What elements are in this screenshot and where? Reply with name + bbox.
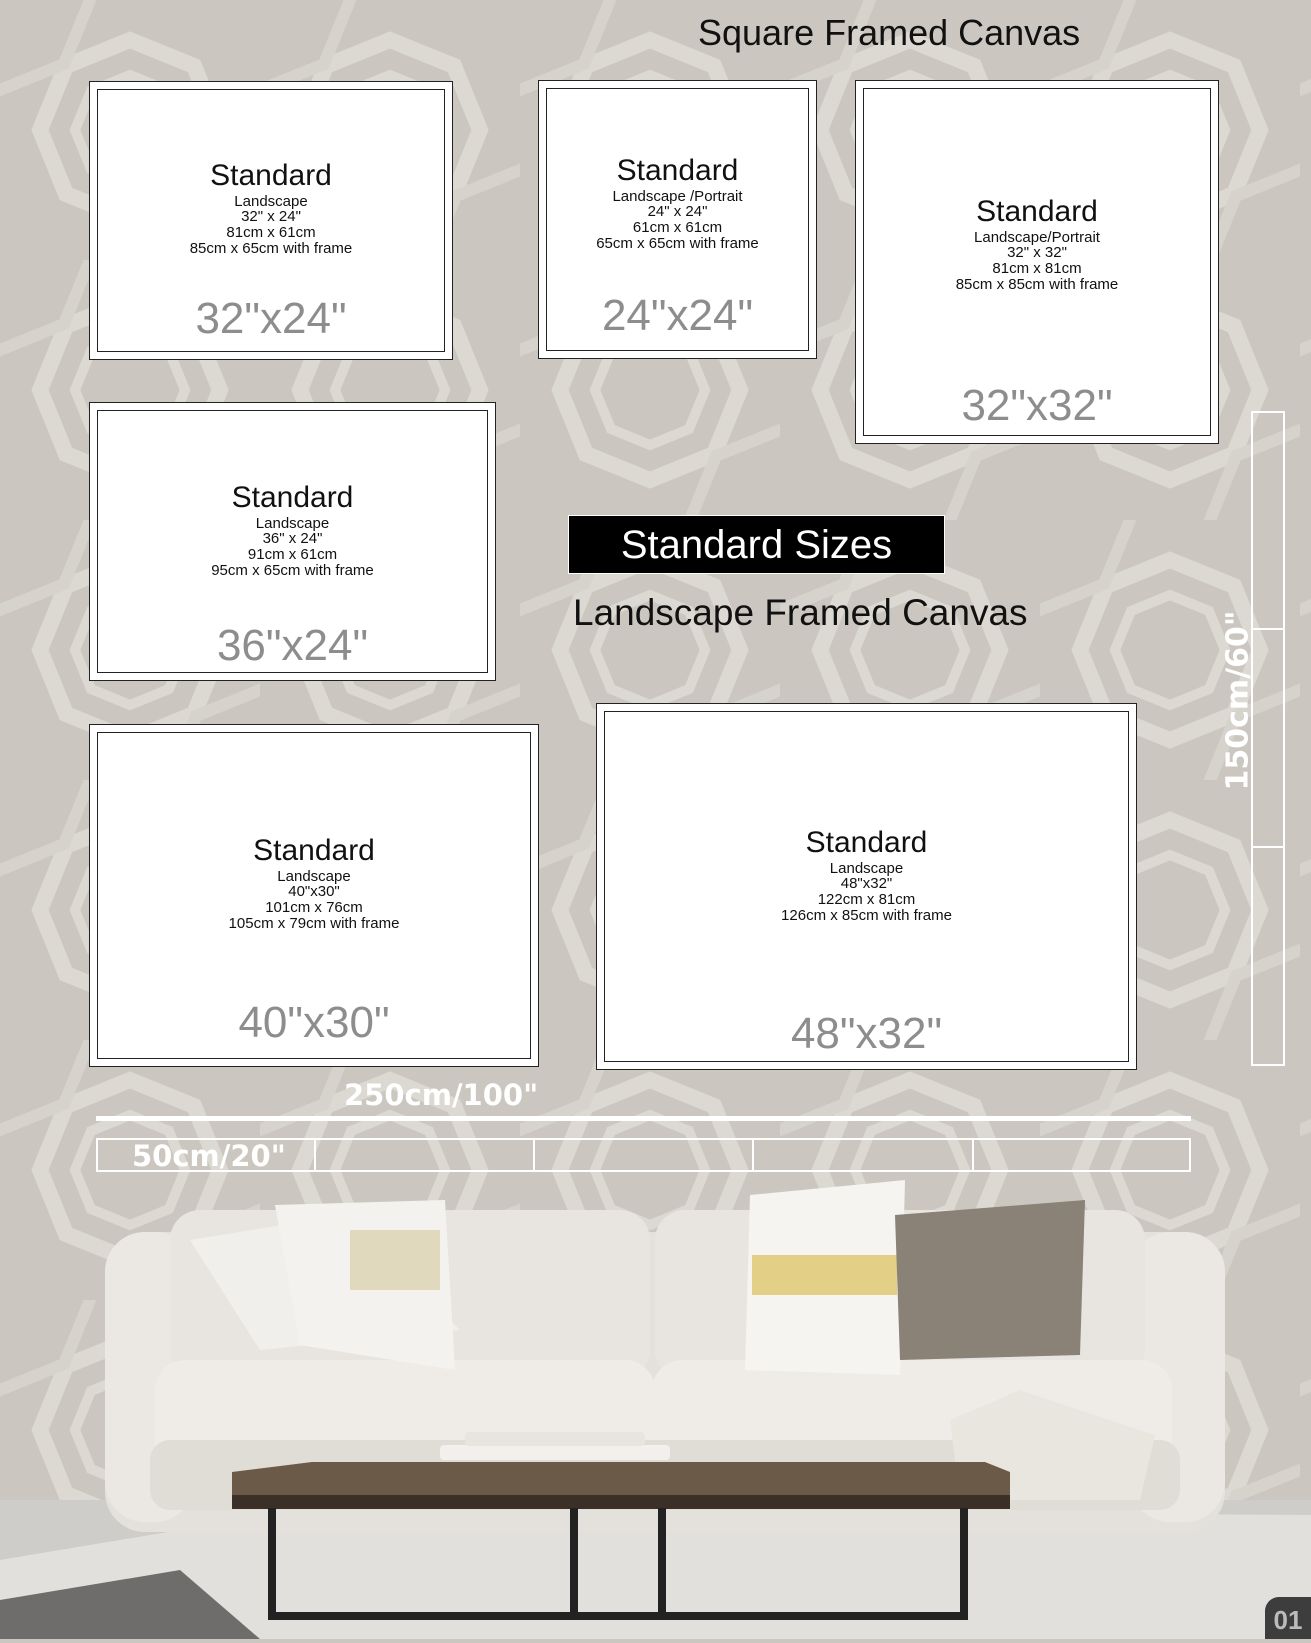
canvas-cm: 101cm x 76cm <box>265 899 363 916</box>
canvas-inches: 36" x 24" <box>262 530 323 548</box>
canvas-frame-size: 65cm x 65cm with frame <box>596 234 759 252</box>
canvas-32x24 <box>89 81 453 360</box>
canvas-inches: 40"x30" <box>288 883 340 901</box>
canvas-size-label: 24"x24" <box>601 291 754 340</box>
canvas-48x32 <box>596 703 1137 1070</box>
canvas-frame-size: 105cm x 79cm with frame <box>228 914 400 932</box>
scale-segment <box>314 1138 535 1172</box>
canvas-cm: 122cm x 81cm <box>817 891 916 908</box>
canvas-title: Standard <box>805 826 928 859</box>
standard-sizes-badge: Standard Sizes <box>568 515 945 574</box>
canvas-cm: 81cm x 61cm <box>226 224 316 241</box>
canvas-orientation: Landscape <box>829 859 904 877</box>
canvas-inches: 24" x 24" <box>647 203 708 221</box>
canvas-orientation: Landscape /Portrait <box>612 187 743 205</box>
scale-segment <box>752 1138 974 1172</box>
height-scale-segment <box>1251 628 1285 848</box>
width-segment-label: 50cm/20" <box>132 1139 286 1173</box>
canvas-orientation: Landscape <box>255 514 330 532</box>
canvas-cm: 91cm x 61cm <box>247 546 338 563</box>
page-number: 01 <box>1265 1597 1311 1639</box>
square-canvas-heading: Square Framed Canvas <box>698 12 1081 53</box>
scale-segment <box>533 1138 754 1172</box>
canvas-36x24 <box>89 402 496 681</box>
canvas-32x32 <box>855 80 1219 444</box>
width-total-label: 250cm/100" <box>344 1078 539 1112</box>
canvas-size-label: 32"x24" <box>195 294 347 343</box>
canvas-cm: 61cm x 61cm <box>632 219 723 236</box>
canvas-title: Standard <box>253 834 375 867</box>
canvas-title: Standard <box>210 159 332 192</box>
canvas-inches: 48"x32" <box>840 875 893 893</box>
canvas-24x24 <box>538 80 817 359</box>
width-scale-line <box>96 1116 1191 1121</box>
canvas-size-label: 32"x32" <box>961 381 1113 430</box>
height-scale-segment <box>1251 411 1285 630</box>
canvas-inches: 32" x 24" <box>241 208 301 226</box>
canvas-title: Standard <box>616 154 739 187</box>
canvas-title: Standard <box>976 195 1098 228</box>
canvas-frame-size: 95cm x 65cm with frame <box>211 561 374 579</box>
canvas-orientation: Landscape <box>277 867 351 885</box>
canvas-size-label: 40"x30" <box>238 998 390 1047</box>
canvas-frame-size: 85cm x 65cm with frame <box>189 239 353 257</box>
canvas-orientation: Landscape <box>234 192 308 210</box>
height-total-label: 150cm/60" <box>1220 610 1256 790</box>
canvas-frame-size: 85cm x 85cm with frame <box>955 275 1119 293</box>
canvas-40x30 <box>89 724 539 1067</box>
landscape-canvas-heading: Landscape Framed Canvas <box>573 592 1028 633</box>
canvas-title: Standard <box>231 481 354 514</box>
canvas-orientation: Landscape/Portrait <box>974 228 1100 246</box>
height-scale-segment <box>1251 846 1285 1066</box>
canvas-size-label: 36"x24" <box>216 621 369 670</box>
scale-segment <box>972 1138 1191 1172</box>
canvas-size-label: 48"x32" <box>790 1009 943 1058</box>
canvas-cm: 81cm x 81cm <box>992 260 1082 277</box>
canvas-frame-size: 126cm x 85cm with frame <box>781 906 952 924</box>
canvas-inches: 32" x 32" <box>1007 244 1067 262</box>
